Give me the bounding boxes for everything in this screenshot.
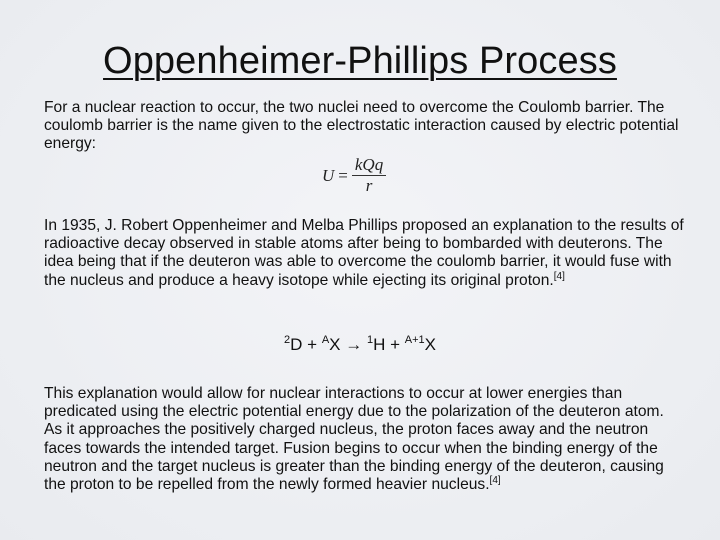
reaction-arrow-icon: → xyxy=(340,335,367,354)
paragraph-history-text: In 1935, J. Robert Oppenheimer and Melba Phillips proposed an explanation to the results of radioactive decay observed in stable atoms after being to bombarded with deuterons. The idea being that if the deuteron was able to overcome the coulomb barrier, it would fuse with the nucleus and produce a heavy isotope while ejecting its original proton. xyxy=(44,217,684,289)
deuterium-mass-number: 2 xyxy=(284,334,291,346)
formula-fraction xyxy=(352,156,386,196)
hydrogen-mass-number: 1 xyxy=(366,334,374,346)
formula-equals: = xyxy=(338,166,348,185)
formula-lhs: U xyxy=(322,166,335,185)
formula-denominator: r xyxy=(365,176,373,195)
nuclear-reaction-equation xyxy=(0,334,720,356)
paragraph-coulomb-barrier: For a nuclear reaction to occur, the two nuclei need to overcome the Coulomb barrier. The coulomb barrier is the name given to the electrostatic interaction caused by electric potential energy: xyxy=(44,99,679,153)
deuterium-symbol: D xyxy=(290,335,303,354)
product-mass-number: A+1 xyxy=(404,334,425,346)
paragraph-history xyxy=(44,217,684,290)
plus-sign: + xyxy=(302,335,322,354)
coulomb-potential-formula xyxy=(322,156,386,196)
hydrogen-symbol: H xyxy=(373,335,386,354)
target-symbol: X xyxy=(329,335,341,354)
citation-ref: [4] xyxy=(489,475,501,487)
plus-sign: + xyxy=(385,335,405,354)
slide-title: Oppenheimer-Phillips Process xyxy=(103,40,617,82)
product-symbol: X xyxy=(424,335,436,354)
paragraph-explanation-text: This explanation would allow for nuclear interactions to occur at lower energies than predicated using the electric potential energy due to the polarization of the deuteron atom. As it approaches the positively charged nucleus, the proton faces away and the neutron faces towards the intended target. Fusion begins to occur when the binding energy of the neutron and the target nucleus is greater than the binding energy of the deuteron, causing the proton to be repelled from the newly formed heavier nucleus. xyxy=(44,385,664,494)
paragraph-explanation xyxy=(44,385,684,494)
formula-numerator: kQq xyxy=(352,156,386,176)
target-mass-number: A xyxy=(321,334,330,346)
citation-ref: [4] xyxy=(553,270,565,282)
